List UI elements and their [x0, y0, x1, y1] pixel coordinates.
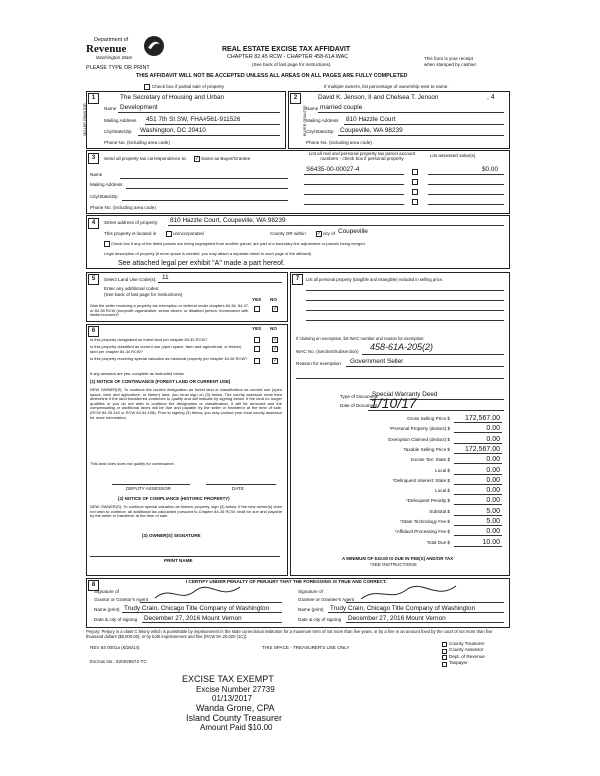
see-instructions: *SEE INSTRUCTIONS — [370, 562, 417, 567]
s6-q3: Is this property receiving special valuation as historical property per chapter 84.26 RCW? — [90, 356, 248, 361]
s6-q2-no[interactable]: ✓ — [273, 346, 278, 352]
segregated-checkbox[interactable] — [104, 241, 110, 247]
doc-type-label: Type of Document — [340, 394, 378, 399]
calc-value[interactable]: 0.00 — [486, 435, 500, 443]
calc-value[interactable]: 0.00 — [486, 476, 500, 484]
notice1-title: (1) NOTICE OF CONTINUANCE (FOREST LAND OR CURRENT USE) — [90, 379, 231, 384]
seller-address-label: Mailing Address — [104, 118, 137, 123]
grantee-name-label: Name (print) — [298, 607, 324, 612]
s6-q3-no[interactable]: ✓ — [273, 358, 278, 364]
s3-city-label: City/State/Zip — [90, 194, 118, 199]
copy-label: Taxpayer — [449, 660, 468, 665]
grantor-signature[interactable] — [150, 583, 260, 603]
assessed-value[interactable]: $0.00 — [482, 166, 498, 173]
dor-logo — [86, 32, 166, 66]
calc-label: *State Technology Fee $ — [400, 519, 450, 524]
calc-label: *Personal Property (deduct) $ — [389, 426, 450, 432]
calc-value[interactable]: 0.00 — [486, 487, 500, 495]
unincorporated-checkbox[interactable] — [166, 231, 172, 237]
s6-q1: Is this property designated as forest land per chapter 84.33 RCW? — [90, 337, 208, 342]
s6-yes: YES — [252, 326, 262, 331]
calc-label: Local $ — [435, 467, 450, 473]
deputy-date: DATE — [232, 486, 244, 491]
print-name-label: PRINT NAME — [164, 558, 193, 563]
copy-checkbox[interactable] — [442, 642, 447, 647]
buyer-address[interactable]: 810 Hazzle Court — [346, 116, 396, 123]
buyer-side-label: BUYER GRANTEE — [303, 105, 307, 136]
stamp-line-3: 01/13/2017 — [212, 694, 253, 703]
grantee-date[interactable]: December 27, 2016 Mount Vernon — [348, 615, 446, 622]
deputy-assessor: DEPUTY ASSESSOR — [126, 486, 171, 491]
stamp-line-6: Amount Paid $10.00 — [200, 723, 273, 732]
personal-property-label: List all personal property (tangible and intangible) included in selling price. — [306, 277, 444, 282]
grantor-sig-label: Signature of — [94, 589, 119, 594]
s6-q2: Is this property classified as current use (open space, farm and agricultural, or timber) land per chapter 84.34 RCW? — [90, 344, 242, 354]
copy-label: County Treasurer — [449, 640, 485, 646]
calc-value[interactable]: 172,567.00 — [464, 415, 500, 422]
street-address[interactable]: 810 Hazzle Court, Coupeville, WA 98239 — [170, 217, 286, 224]
calc-value[interactable]: 10.00 — [482, 538, 500, 546]
receipt-note: This form is your receipt when stamped by cashier. — [424, 56, 478, 67]
calc-value[interactable]: 0.00 — [486, 466, 500, 474]
section-4-number: 4 — [88, 218, 99, 229]
street-label: Street address of property: — [104, 220, 159, 225]
calc-label: Subtotal $ — [429, 508, 450, 514]
calc-value[interactable]: 172,567.00 — [464, 445, 500, 453]
land-use-label: Select Land Use Code(s): — [104, 277, 157, 282]
seller-address[interactable]: 451 7th St SW, FHA#561-911526 — [146, 116, 241, 123]
grantee-signature-icon — [356, 583, 476, 603]
warning: THIS AFFIDAVIT WILL NOT BE ACCEPTED UNLESS ALL AREAS ON ALL PAGES ARE FULLY COMPLETED — [136, 73, 408, 79]
buyer-name[interactable]: David K. Jenson, II and Chelsea T. Jenson — [318, 94, 439, 101]
grantor-signature-icon — [150, 583, 260, 603]
section-5-number: 5 — [88, 274, 99, 285]
personal-prop-checkbox-3[interactable] — [412, 189, 418, 195]
calc-label: Excise Tax: State $ — [411, 457, 450, 463]
land-use-code[interactable]: 11 — [162, 274, 169, 281]
personal-prop-checkbox-1[interactable] — [412, 169, 418, 175]
s5-no: NO — [270, 297, 277, 302]
county-or: County OR within — [270, 231, 306, 236]
s5-q1-yes[interactable] — [254, 306, 260, 312]
certify: I CERTIFY UNDER PENALTY OF PERJURY THAT THE FOREGOING IS TRUE AND CORRECT. — [186, 579, 387, 584]
reason-label: Reason for exemption — [296, 361, 341, 366]
stamp-line-5: Island County Treasurer — [186, 713, 283, 723]
city-of-label: city of — [323, 231, 335, 236]
exemption-label: If claiming an exemption, list WAC number and reason for exemption: — [296, 336, 425, 341]
calc-value[interactable]: 0.00 — [486, 497, 500, 505]
notice2-text: NEW OWNER(S): To continue special valuation as historic property, sign (3) below. If the new owner(s) does not wish to continue, all additional tax calculated pursuant to Chapter 84.26 RCW, shall be due and payable by the seller or transferor at the time of sale. — [90, 504, 282, 519]
owner-sig-label: (3) OWNER(S) SIGNATURE — [142, 533, 201, 538]
section-2-number: 2 — [290, 93, 301, 104]
doc-date[interactable]: 1/10/17 — [370, 395, 417, 411]
segregated-label: Check box if any of the listed parcels are being segregated from another parcel, are part of a boundary line adjustment or parcels being merged. — [111, 241, 366, 246]
see-back: (See back of last page for instructions) — [252, 62, 331, 67]
doc-type[interactable]: Special Warranty Deed — [372, 391, 438, 398]
partial-sale-checkbox[interactable] — [144, 84, 150, 90]
s6-q2-yes[interactable] — [254, 346, 260, 352]
personal-prop-checkbox-2[interactable] — [412, 179, 418, 185]
grantee-name[interactable]: Trudy Crain, Chicago Title Company of Washington — [330, 605, 476, 612]
buyer-city[interactable]: Coupeville, WA 98239 — [340, 127, 403, 134]
calc-label: Total Due $ — [426, 539, 450, 545]
legal-label: Legal description of property (if more space is needed, you may attach a separate sheet to each page of the affidavit) — [104, 251, 312, 256]
s3-phone-label: Phone No. (including area code) — [90, 205, 156, 210]
s5-yes: YES — [252, 297, 262, 302]
section-7-number: 7 — [292, 274, 303, 285]
located-in: This property is located in — [104, 231, 157, 236]
land-qualify: This land does does not qualify for continuance. — [90, 461, 175, 466]
s6-no: NO — [270, 326, 277, 331]
grantor-name-label: Name (print) — [94, 607, 120, 612]
seller-phone-label: Phone No. (including area code) — [104, 140, 170, 145]
s5-see-back: (See back of last page for instructions) — [104, 292, 183, 297]
same-as-buyer-label: Same as Buyer/Grantee — [201, 156, 251, 161]
buyer-phone-label: Phone No. (including area code) — [306, 140, 372, 145]
form-subtitle: CHAPTER 82.45 RCW - CHAPTER 458-61A WAC — [227, 54, 349, 60]
grantor-agent-label: Grantor or Grantor's Agent — [94, 597, 148, 602]
calc-value[interactable]: 0.00 — [486, 528, 500, 536]
parcel-header: List all real and personal property tax parcel account numbers - check box if personal property — [308, 151, 416, 161]
grantor-date[interactable]: December 27, 2016 Mount Vernon — [144, 615, 242, 622]
washington-state: Washington State — [96, 55, 133, 60]
s5-q1: Was the seller receiving a property tax exemption or deferral under chapters 84.36, 84.37, or 84.38 RCW (nonprofit organization, senior citizen, or disabled person, homeowner with limited income)? — [90, 303, 250, 318]
seller-side-label: SELLER GRANTOR — [83, 103, 87, 136]
property-city[interactable]: Coupeville — [338, 228, 368, 235]
escrow-number: Escrow No.: 620029572-TC — [90, 659, 147, 664]
seller-city[interactable]: Washington, DC 20410 — [140, 127, 206, 134]
grantor-name[interactable]: Trudy Crain, Chicago Title Company of Washington — [124, 605, 270, 612]
doc-date-label: Date of Document — [340, 403, 378, 408]
s5-q1-no[interactable]: ✓ — [273, 306, 278, 312]
stamp-line-2: Excise Number 27739 — [196, 685, 275, 694]
stamp-line-1: EXCISE TAX EXEMPT — [182, 674, 274, 684]
buyer-city-label: City/State/Zip — [306, 129, 334, 134]
grantee-agent-label: Grantee or Grantee's Agent — [298, 597, 355, 602]
legal-description[interactable]: See attached legal per exhibit "A" made a part hereof. — [118, 260, 285, 267]
revenue-wordmark: Revenue — [86, 43, 127, 55]
copy-label: Dept. of Revenue — [449, 653, 485, 659]
calc-label: *Delinquent Penalty $ — [405, 498, 450, 504]
calc-value[interactable]: 5.00 — [486, 507, 500, 515]
parcel-number[interactable]: S6435-00-00027-4 — [306, 166, 360, 173]
calc-value[interactable]: 0.00 — [486, 425, 500, 433]
minimum-note: A MINIMUM OF $10.00 IS DUE IN FEE(S) AND/OR TAX — [342, 556, 454, 561]
dept-of: Department of — [94, 37, 129, 43]
partial-sale-label: Check box if partial sale of property — [152, 84, 225, 89]
copy-checkbox[interactable] — [442, 649, 447, 654]
grantee-date-label: Date & city of signing — [298, 617, 342, 622]
seller-city-label: City/State/Zip — [104, 129, 132, 134]
grantee-sig-label: Signature of — [298, 589, 323, 594]
seller-name-2[interactable]: Development — [120, 104, 158, 111]
calc-label: Gross Selling Price $ — [407, 416, 450, 421]
section-6-number: 6 — [88, 326, 99, 337]
form-title: REAL ESTATE EXCISE TAX AFFIDAVIT — [222, 46, 351, 53]
s3-address-label: Mailing Address — [90, 182, 123, 187]
calc-label: *Affidavit Processing Fee $ — [394, 529, 450, 535]
calc-label: Exemption Claimed (deduct) $ — [388, 436, 450, 442]
additional-codes: Enter any additional codes: — [104, 286, 160, 291]
s3-name-label: Name — [90, 172, 103, 177]
treasurer-only: THIS SPACE - TREASURER'S USE ONLY — [262, 645, 350, 650]
s6-q1-no[interactable]: ✓ — [273, 337, 278, 343]
same-as-buyer-checkbox[interactable]: ✓ — [195, 156, 200, 162]
s6-q3-yes[interactable] — [254, 358, 260, 364]
calc-label: Taxable Selling Price $ — [403, 446, 450, 452]
grantor-date-label: Date & city of signing — [94, 617, 138, 622]
grantee-signature[interactable] — [356, 583, 476, 603]
calc-label: *Delinquent Interest: State $ — [392, 477, 450, 483]
reason[interactable]: Government Seller — [350, 358, 404, 365]
wac-number[interactable]: 458-61A-205(2) — [370, 342, 434, 352]
notice2-title: (2) NOTICE OF COMPLIANCE (HISTORIC PROPERTY) — [118, 496, 230, 501]
city-of-checkbox[interactable]: ✓ — [317, 231, 322, 237]
personal-prop-checkbox-4[interactable] — [412, 199, 418, 205]
multiple-owners-note: If multiple owners, list percentage of ownership next to name. — [324, 84, 449, 89]
stamp-line-4: Wanda Grone, CPA — [196, 703, 275, 713]
section-8-number: 8 — [88, 580, 99, 591]
assessed-header: List assessed value(s) — [430, 153, 476, 158]
s6-if-yes: If any answers are yes, complete as instructed below. — [90, 371, 185, 376]
notice1-text: NEW OWNER(S): To continue the current designation as forest land or classification as current use (open space, farm and agriculture, or timber) land, you must sign on (3) below. The county assessor must then determine if the land transferred continues to qualify and will indicate by signing below. If the land no longer qualifies or you do not wish to continue the designation or classification, it will be removed and the compensating or additional taxes will be due and payable by the seller or transferor at the time of sale. (RCW 84.33.140 or RCW 84.34.108). Prior to signing (3) below, you may contact your local county assessor for more information. — [90, 387, 282, 420]
buyer-name-mark: , 4 — [487, 94, 495, 101]
s6-q1-yes[interactable] — [254, 337, 260, 343]
please-type: PLEASE TYPE OR PRINT — [86, 65, 150, 71]
perjury-notice: Perjury: Perjury is a class C felony which is punishable by imprisonment in the state correctional institution for a maximum term of not more than five years, or by a fine in an amount fixed by the court of not more than five thousand dollars ($5,000.00), or by both imprisonment and fine (RCW 9A.20.020 (1C)). — [86, 629, 493, 640]
seller-name[interactable]: The Secretary of Housing and Urban — [120, 94, 225, 101]
buyer-address-label: Mailing Address — [306, 118, 339, 123]
unincorporated-label: unincorporated — [173, 231, 204, 236]
dor-logo-icon — [142, 34, 166, 58]
calc-value[interactable]: 5.00 — [486, 518, 500, 525]
section-1-number: 1 — [88, 93, 99, 104]
copy-checkbox[interactable] — [442, 655, 447, 660]
section-3-number: 3 — [88, 153, 99, 164]
buyer-name-label: Name — [306, 106, 319, 111]
buyer-name-2[interactable]: married couple — [320, 104, 363, 111]
wac-label: WAC No. (Section/Subsection) — [296, 349, 359, 354]
calc-value[interactable]: 0.00 — [486, 456, 500, 464]
calc-label: Local $ — [435, 488, 450, 494]
seller-name-label: Name — [104, 106, 117, 111]
send-label: Send all property tax correspondence to: — [104, 156, 187, 161]
rev-number: REV 84 0001a (6/26/14) — [90, 645, 140, 650]
copy-label: County Assessor — [449, 647, 484, 652]
copy-checkbox[interactable] — [442, 662, 447, 667]
